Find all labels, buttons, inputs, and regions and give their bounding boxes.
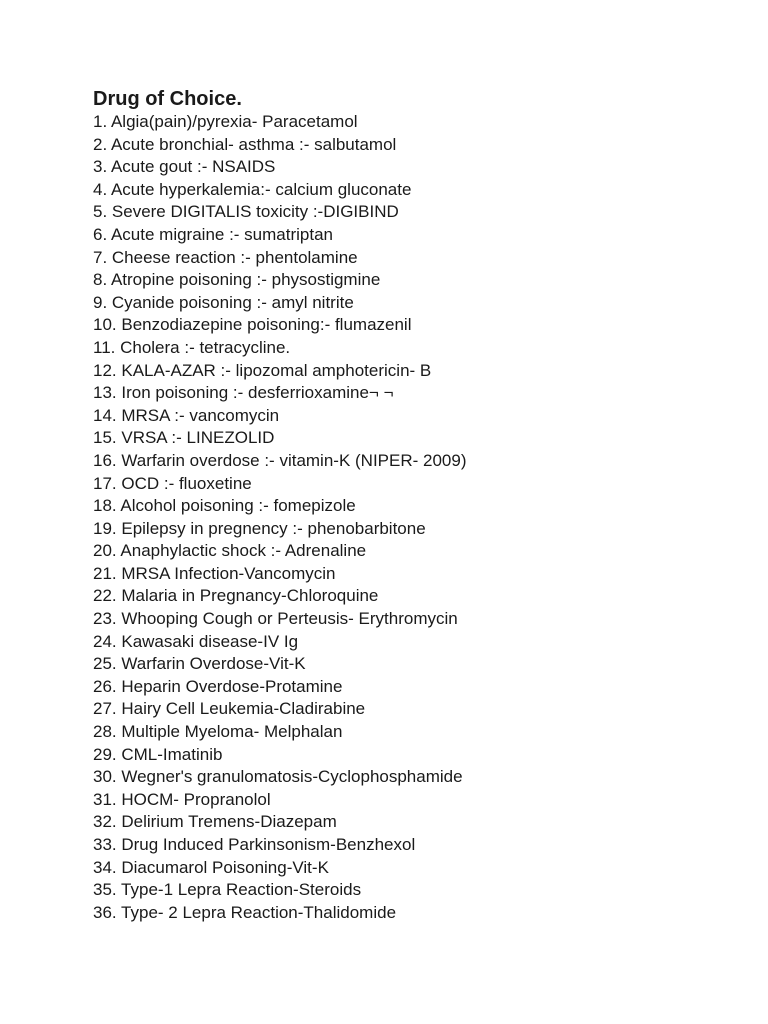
list-item: 18. Alcohol poisoning :- fomepizole (93, 496, 356, 516)
list-item: 26. Heparin Overdose-Protamine (93, 676, 343, 696)
list-item: 31. HOCM- Propranolol (93, 789, 271, 809)
list-item: 5. Severe DIGITALIS toxicity :-DIGIBIND (93, 202, 399, 222)
list-item: 8. Atropine poisoning :- physostigmine (93, 270, 381, 290)
list-item: 29. CML-Imatinib (93, 744, 223, 764)
list-item: 15. VRSA :- LINEZOLID (93, 428, 275, 448)
list-item: 12. KALA-AZAR :- lipozomal amphotericin- B (93, 360, 432, 380)
list-item: 34. Diacumarol Poisoning-Vit-K (93, 857, 329, 877)
list-item: 20. Anaphylactic shock :- Adrenaline (93, 541, 367, 561)
list-item: 32. Delirium Tremens-Diazepam (93, 812, 337, 832)
list-item: 11. Cholera :- tetracycline. (93, 337, 291, 357)
list-item: 19. Epilepsy in pregnency :- phenobarbitone (93, 518, 426, 538)
list-item: 9. Cyanide poisoning :- amyl nitrite (93, 292, 354, 312)
list-item: 14. MRSA :- vancomycin (93, 405, 280, 425)
list-item: 1. Algia(pain)/pyrexia- Paracetamol (93, 112, 358, 131)
list-item: 25. Warfarin Overdose-Vit-K (93, 654, 306, 674)
list-item: 23. Whooping Cough or Perteusis- Erythromycin (93, 609, 458, 629)
list-item: 35. Type-1 Lepra Reaction-Steroids (93, 880, 362, 900)
list-item: 24. Kawasaki disease-IV Ig (93, 631, 299, 651)
list-item: 6. Acute migraine :- sumatriptan (93, 224, 334, 244)
list-item: 28. Multiple Myeloma- Melphalan (93, 722, 343, 742)
list-item: 7. Cheese reaction :- phentolamine (93, 247, 358, 267)
list-item: 27. Hairy Cell Leukemia-Cladirabine (93, 699, 366, 719)
drug-list (93, 111, 467, 924)
list-item: 4. Acute hyperkalemia:- calcium gluconate (93, 179, 412, 199)
list-item: 3. Acute gout :- NSAIDS (93, 157, 276, 177)
list-item: 22. Malaria in Pregnancy-Chloroquine (93, 586, 379, 606)
list-item: 2. Acute bronchial- asthma :- salbutamol (93, 134, 397, 154)
list-item: 21. MRSA Infection-Vancomycin (93, 563, 336, 583)
list-item: 13. Iron poisoning :- desferrioxamine¬ ¬ (93, 383, 394, 403)
list-item: 17. OCD :- fluoxetine (93, 473, 252, 493)
list-item: 16. Warfarin overdose :- vitamin-K (NIPER- 2009) (93, 450, 467, 470)
list-item: 30. Wegner's granulomatosis-Cyclophosphamide (93, 767, 463, 787)
list-item: 33. Drug Induced Parkinsonism-Benzhexol (93, 835, 416, 854)
list-item: 10. Benzodiazepine poisoning:- flumazenil (93, 315, 412, 335)
list-item: 36. Type- 2 Lepra Reaction-Thalidomide (93, 902, 397, 922)
document-title: Drug of Choice. (93, 88, 242, 110)
